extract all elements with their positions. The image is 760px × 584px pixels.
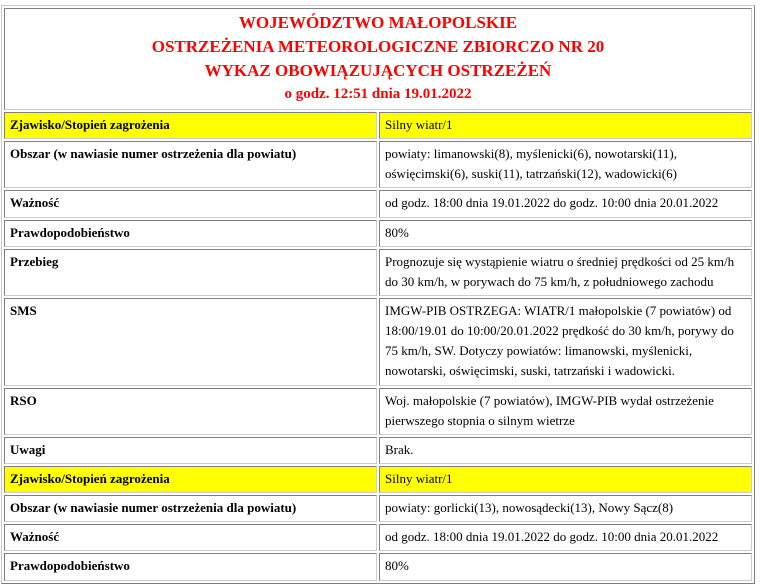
row-label: Prawdopodobieństwo [4,220,377,247]
row-label: Zjawisko/Stopień zagrożenia [4,112,377,139]
row-value: Silny wiatr/1 [379,466,752,493]
row-label: RSO [4,388,377,435]
table-row [4,112,752,139]
row-value: 80% [379,220,752,247]
table-row [4,298,752,386]
row-value: powiaty: gorlicki(13), nowosądecki(13), Nowy Sącz(8) [379,495,752,522]
bulletin-title-warnings-number: OSTRZEŻENIA METEOROLOGICZNE ZBIORCZO NR 20 [151,37,605,56]
row-value: 80% [379,553,752,580]
row-label: Ważność [4,524,377,551]
warnings-table-body [4,8,752,581]
warnings-table [1,5,755,584]
row-value: IMGW-PIB OSTRZEGA: WIATR/1 małopolskie (7 powiatów) od 18:00/19.01 do 10:00/20.01.2022 prędkość do 30 km/h, porywy do 75 km/h, SW. Dotyczy powiatów: limanowski, myślenicki, nowotarski, oświęcimski, suski, tatrzański i wadowicki. [379,298,752,386]
row-label: Obszar (w nawiasie numer ostrzeżenia dla powiatu) [4,495,377,522]
row-label: Prawdopodobieństwo [4,553,377,580]
row-label: Zjawisko/Stopień zagrożenia [4,466,377,493]
row-value: Silny wiatr/1 [379,112,752,139]
table-row [4,437,752,464]
table-row [4,495,752,522]
row-value: od godz. 18:00 dnia 19.01.2022 do godz. 10:00 dnia 20.01.2022 [379,190,752,217]
bulletin-header [4,8,752,110]
bulletin-header-row [4,8,752,110]
row-value: powiaty: limanowski(8), myślenicki(6), nowotarski(11), oświęcimski(6), suski(11), tatrzański(12), wadowicki(6) [379,141,752,188]
bulletin-title-list: WYKAZ OBOWIĄZUJĄCYCH OSTRZEŻEŃ [204,61,552,80]
table-row [4,466,752,493]
bulletin-title-voivodeship: WOJEWÓDZTWO MAŁOPOLSKIE [238,13,518,32]
table-row [4,524,752,551]
row-label: SMS [4,298,377,386]
table-row [4,141,752,188]
table-row [4,388,752,435]
row-value: od godz. 18:00 dnia 19.01.2022 do godz. 10:00 dnia 20.01.2022 [379,524,752,551]
row-value: Prognozuje się wystąpienie wiatru o średniej prędkości od 25 km/h do 30 km/h, w porywach do 75 km/h, z południowego zachodu [379,249,752,296]
row-label: Ważność [4,190,377,217]
row-value: Brak. [379,437,752,464]
table-row [4,220,752,247]
table-row [4,190,752,217]
bulletin-issue-datetime: o godz. 12:51 dnia 19.01.2022 [284,86,472,102]
row-value: Woj. małopolskie (7 powiatów), IMGW-PIB wydał ostrzeżenie pierwszego stopnia o silnym wietrze [379,388,752,435]
row-label: Uwagi [4,437,377,464]
table-row [4,249,752,296]
row-label: Obszar (w nawiasie numer ostrzeżenia dla powiatu) [4,141,377,188]
table-row [4,553,752,580]
row-label: Przebieg [4,249,377,296]
